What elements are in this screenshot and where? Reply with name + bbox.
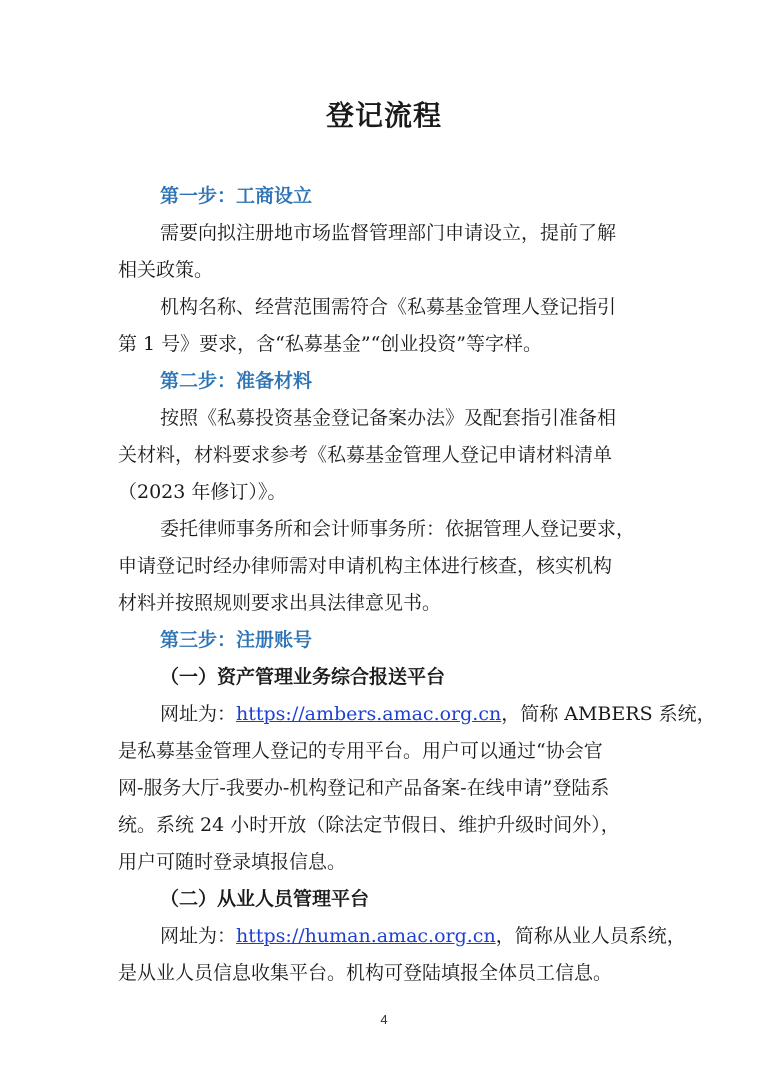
step1-paragraph1-line1: 需要向拟注册地市场监督管理部门申请设立，提前了解 [160, 222, 617, 244]
step3-heading: 第三步：注册账号 [160, 629, 313, 651]
ambers-link[interactable]: https://ambers.amac.org.cn [236, 703, 502, 725]
page-number: 4 [380, 1012, 388, 1027]
step2-paragraph1-line2: 关材料，材料要求参考《私募基金管理人登记申请材料清单 [118, 444, 613, 466]
ambers-description: ，简称 AMBERS 系统， [501, 703, 716, 725]
step2-paragraph2-line2: 申请登记时经办律师需对申请机构主体进行核查，核实机构 [118, 555, 613, 577]
step3-sub1-line5: 用户可随时登录填报信息。 [118, 851, 347, 873]
step1-paragraph1-line2: 相关政策。 [118, 259, 214, 281]
step1-paragraph2-line1: 机构名称、经营范围需符合《私募基金管理人登记指引 [160, 296, 617, 318]
human-description: ，简称从业人员系统， [495, 925, 686, 947]
human-link[interactable]: https://human.amac.org.cn [236, 925, 496, 947]
step2-paragraph2-line3: 材料并按照规则要求出具法律意见书。 [118, 592, 442, 614]
step3-sub1-heading: （一）资产管理业务综合报送平台 [160, 666, 446, 688]
step3-sub2-heading: （二）从业人员管理平台 [160, 888, 370, 910]
url-label: 网址为： [160, 703, 237, 725]
step1-heading: 第一步：工商设立 [160, 185, 313, 207]
step3-sub1-line3: 网-服务大厅-我要办-机构登记和产品备案-在线申请”登陆系 [118, 777, 610, 799]
step2-paragraph2-line1: 委托律师事务所和会计师事务所：依据管理人登记要求， [160, 518, 636, 540]
step2-paragraph1-line3: （2023 年修订）》。 [118, 481, 287, 503]
step3-sub1-line4: 统。系统 24 小时开放（除法定节假日、维护升级时间外）， [118, 814, 620, 836]
step3-sub1-line1 [160, 699, 716, 726]
step2-heading: 第二步：准备材料 [160, 370, 313, 392]
url-label: 网址为： [160, 925, 237, 947]
step3-sub1-line2: 是私募基金管理人登记的专用平台。用户可以通过“协会官 [118, 740, 603, 762]
step3-sub2-line1 [160, 921, 686, 948]
page-title: 登记流程 [325, 99, 442, 132]
step2-paragraph1-line1: 按照《私募投资基金登记备案办法》及配套指引准备相 [160, 407, 617, 429]
step3-sub2-line2: 是从业人员信息收集平台。机构可登陆填报全体员工信息。 [118, 962, 613, 984]
step1-paragraph2-line2: 第 1 号》要求，含“私募基金”“创业投资”等字样。 [118, 333, 543, 355]
